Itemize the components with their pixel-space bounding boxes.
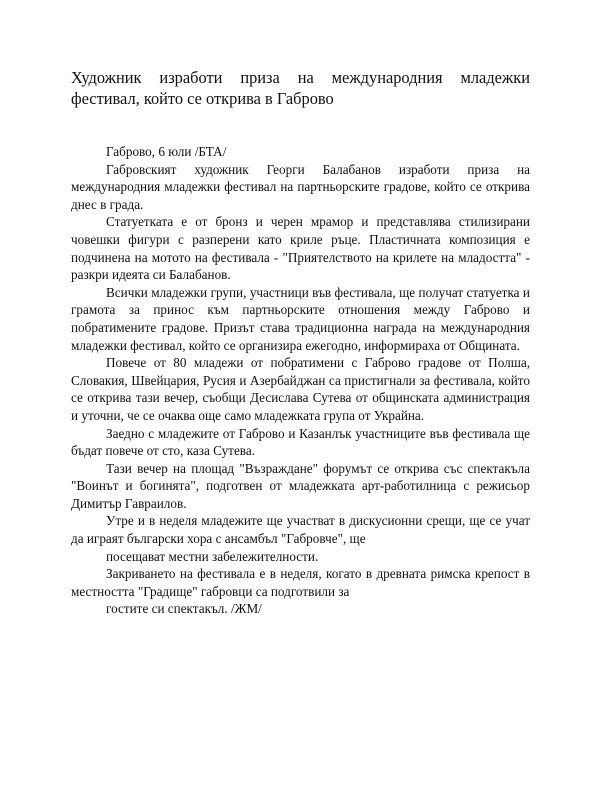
paragraph: Утре и в неделя младежите ще участват в дискусионни срещи, ще се учат да играят български хора с ансамбъл "Габровче", ще bbox=[71, 513, 530, 547]
paragraph: Закриването на фестивала е в неделя, когато в древната римска крепост в местността "Градище" габровци са подготвили за bbox=[71, 566, 530, 599]
paragraph: Заедно с младежите от Габрово и Казанлък участниците във фестивала ще бъдат повече от сто, каза Сутева. bbox=[71, 425, 530, 459]
dateline: Габрово, 6 юли /БТА/ bbox=[106, 144, 227, 159]
paragraph: Всички младежки групи, участници във фестивала, ще получат статуетка и грамота за принос към партньорските отношения между Габрово и побратимените градове. Призът става традиционна награда на международния младежки фестивал, който се организира ежегодно, информираха от Общината. bbox=[71, 284, 530, 353]
paragraph-continuation: гостите си спектакъл. /ЖМ/ bbox=[106, 601, 262, 617]
paragraph: Габровският художник Георги Балабанов изработи приза на международния младежки фестивал на партньорските градове, който се открива днес в града. bbox=[71, 161, 530, 212]
document-title: Художник изработи приза на международния младежки фестивал, който се открива в Габрово bbox=[71, 68, 530, 108]
paragraph: Статуетката е от бронз и черен мрамор и представлява стилизирани човешки фигури с разперени като криле ръце. Пластичната композиция е подчинена на мотото на фестивала - "Приятелството на крилете на младостта" - разкри идеята си Балабанов. bbox=[71, 214, 530, 283]
paragraph-continuation: посещават местни забележителности. bbox=[106, 548, 319, 564]
paragraph: Повече от 80 младежи от побратимени с Габрово градове от Полша, Словакия, Швейцария, Русия и Азербайджан са пристигнали за фестивала, който се открива тази вечер, съобщи Десислава Сутева от общинската администрация и уточни, че се очаква още само младежката група от Украйна. bbox=[71, 355, 530, 423]
document-body bbox=[71, 143, 530, 618]
paragraph: Тази вечер на площад "Възраждане" форумът се открива със спектакъла "Воинът и богинята", подготвен от младежката арт-работилница с режисьор Димитър Гавраилов. bbox=[71, 460, 530, 511]
document-page bbox=[71, 67, 530, 618]
